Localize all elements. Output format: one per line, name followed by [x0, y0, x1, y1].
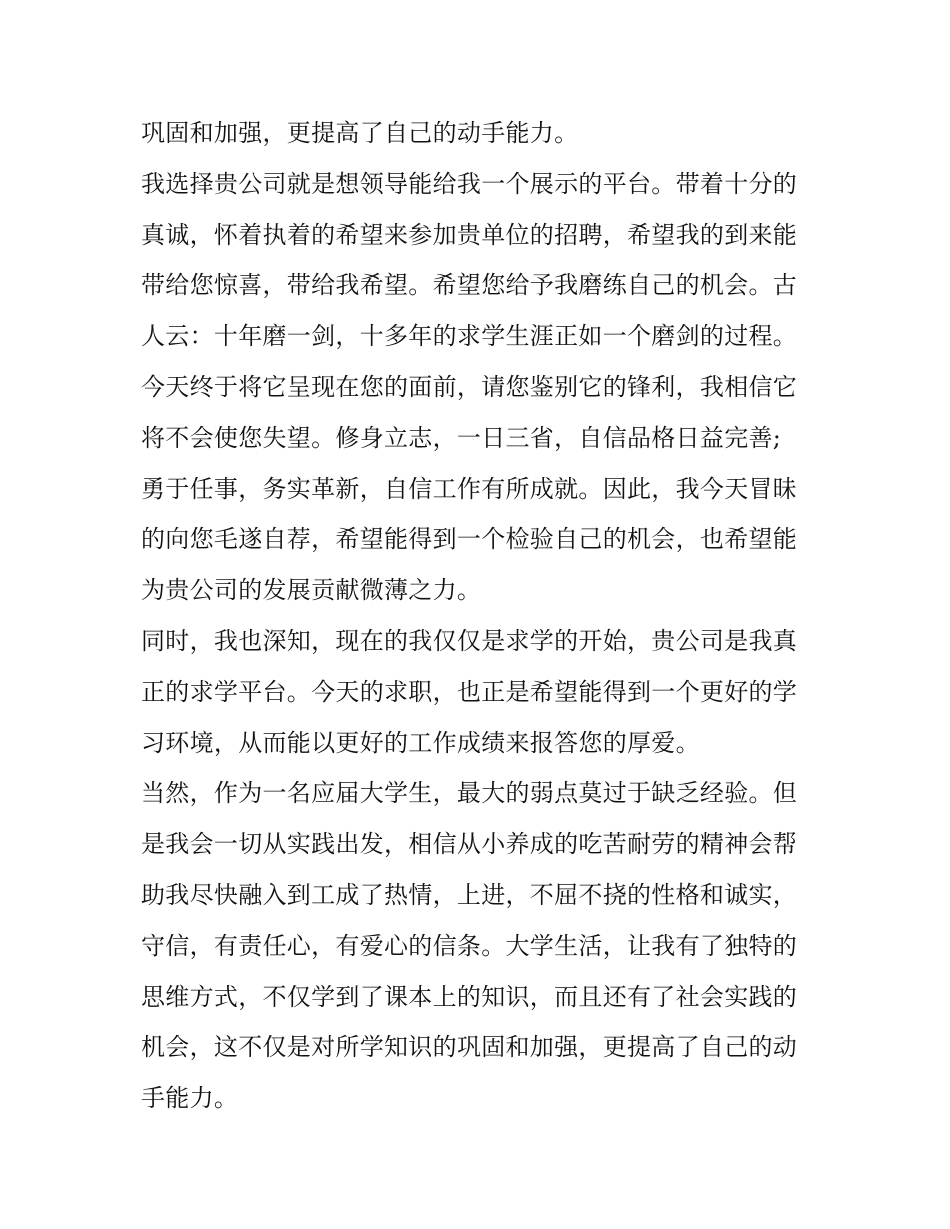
text-line: 勇于任事，务实革新，自信工作有所成就。因此，我今天冒昧: [141, 474, 798, 503]
text-line: 手能力。: [141, 1084, 239, 1113]
text-line: 巩固和加强，更提高了自己的动手能力。: [141, 119, 579, 147]
text-line: 的向您毛遂自荐，希望能得到一个检验自己的机会，也希望能: [141, 525, 798, 554]
document-body: [141, 108, 821, 1124]
text-line: 带给您惊喜，带给我希望。希望您给予我磨练自己的机会。古: [141, 271, 798, 300]
text-line: 真诚，怀着执着的希望来参加贵单位的招聘，希望我的到来能: [141, 220, 798, 249]
text-line: 同时，我也深知，现在的我仅仅是求学的开始，贵公司是我真: [141, 626, 798, 655]
text-line: 人云：十年磨一剑，十多年的求学生涯正如一个磨剑的过程。: [141, 322, 798, 351]
text-line: 正的求学平台。今天的求职，也正是希望能得到一个更好的学: [141, 677, 798, 706]
text-line: 机会，这不仅是对所学知识的巩固和加强，更提高了自己的动: [141, 1033, 798, 1062]
text-line: 守信，有责任心，有爱心的信条。大学生活，让我有了独特的: [141, 931, 798, 960]
text-line: 当然，作为一名应届大学生，最大的弱点莫过于缺乏经验。但: [141, 779, 798, 808]
text-line: 助我尽快融入到工成了热情，上进，不屈不挠的性格和诚实，: [141, 880, 798, 909]
text-line: 是我会一切从实践出发，相信从小养成的吃苦耐劳的精神会帮: [141, 830, 798, 859]
text-line: 今天终于将它呈现在您的面前，请您鉴别它的锋利，我相信它: [141, 372, 798, 401]
text-line: 思维方式，不仅学到了课本上的知识，而且还有了社会实践的: [141, 982, 798, 1011]
text-line: 习环境，从而能以更好的工作成绩来报答您的厚爱。: [141, 728, 700, 757]
text-line: 为贵公司的发展贡献微薄之力。: [141, 576, 482, 605]
text-line: 将不会使您失望。修身立志，一日三省，自信品格日益完善;: [141, 423, 782, 452]
text-line: 我选择贵公司就是想领导能给我一个展示的平台。带着十分的: [141, 169, 798, 198]
